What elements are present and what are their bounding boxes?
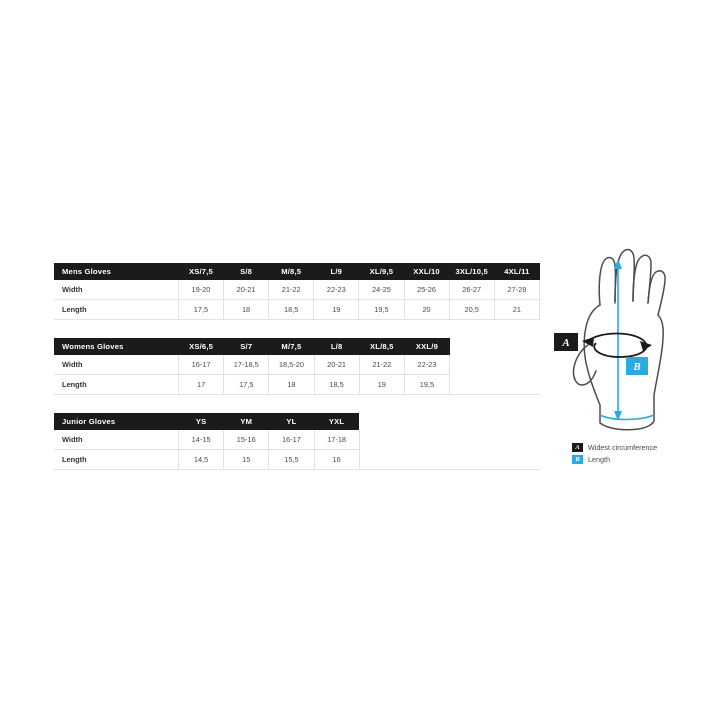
- size-tables: [54, 263, 540, 488]
- table-row: [54, 450, 540, 470]
- row-label: Length: [54, 375, 179, 395]
- table-mens-gloves: [54, 263, 540, 320]
- row-label: Width: [54, 430, 179, 450]
- table-title: Mens Gloves: [54, 263, 178, 280]
- cell: 17,5: [224, 375, 269, 395]
- glove-measurement-diagram: [548, 245, 708, 475]
- column-header: M/7,5: [269, 338, 314, 355]
- cell-spacer: [450, 375, 495, 395]
- cell-spacer: [404, 450, 449, 470]
- header-spacer: [495, 413, 540, 430]
- cell: 20-21: [224, 280, 269, 300]
- cell: 19: [359, 375, 404, 395]
- cell: 19: [314, 300, 359, 320]
- cell-spacer: [450, 450, 495, 470]
- cell-spacer: [359, 450, 404, 470]
- legend-chip-a-icon: A: [572, 443, 583, 452]
- table-title: Junior Gloves: [54, 413, 179, 430]
- cell-spacer: [495, 450, 540, 470]
- column-header: XL/9,5: [359, 263, 404, 280]
- cell: 19,5: [359, 300, 404, 320]
- cell: 15-16: [224, 430, 269, 450]
- cell: 18: [224, 300, 269, 320]
- table-row: [54, 300, 540, 320]
- column-header: YM: [224, 413, 269, 430]
- legend-chip-b-icon: B: [572, 455, 583, 464]
- legend-item-a: [572, 443, 720, 452]
- cell: 20-21: [314, 355, 359, 375]
- marker-a-label: A: [562, 337, 570, 349]
- cell-spacer: [404, 430, 449, 450]
- cell: 17-18: [314, 430, 359, 450]
- marker-b-badge: [626, 357, 648, 375]
- cell: 14-15: [179, 430, 224, 450]
- marker-b-label: B: [633, 361, 641, 373]
- cell: 16-17: [269, 430, 314, 450]
- cell-spacer: [495, 430, 540, 450]
- cuff-line: [600, 415, 654, 420]
- header-spacer: [404, 413, 449, 430]
- cell: 18: [269, 375, 314, 395]
- cell: 19-20: [178, 280, 223, 300]
- cell: 22-23: [314, 280, 359, 300]
- cell: 21-22: [359, 355, 404, 375]
- cell: 24-25: [359, 280, 404, 300]
- cell: 18,5: [269, 300, 314, 320]
- column-header: XS/6,5: [179, 338, 224, 355]
- column-header: XL/8,5: [359, 338, 404, 355]
- cell: 18,5: [314, 375, 359, 395]
- legend-label-a: Widest circumference: [588, 443, 658, 452]
- cell-spacer: [495, 375, 540, 395]
- column-header: XXL/10: [404, 263, 449, 280]
- column-header: YL: [269, 413, 314, 430]
- cell: 14,5: [179, 450, 224, 470]
- table-row: [54, 280, 540, 300]
- table-title: Womens Gloves: [54, 338, 179, 355]
- cell: 21: [494, 300, 539, 320]
- marker-a-badge: [554, 333, 578, 351]
- cell: 15,5: [269, 450, 314, 470]
- cell: 17: [179, 375, 224, 395]
- header-spacer: [359, 413, 404, 430]
- cell: 19,5: [404, 375, 449, 395]
- column-header: 4XL/11: [494, 263, 539, 280]
- column-header: XXL/9: [404, 338, 449, 355]
- table-row: [54, 355, 540, 375]
- glove-illustration-svg: [548, 245, 708, 475]
- row-label: Width: [54, 280, 178, 300]
- cell: 20,5: [449, 300, 494, 320]
- cell-spacer: [450, 355, 495, 375]
- cell: 16: [314, 450, 359, 470]
- column-header: S/8: [224, 263, 269, 280]
- cell: 26-27: [449, 280, 494, 300]
- legend-label-b: Length: [588, 455, 610, 464]
- column-header: L/8: [314, 338, 359, 355]
- table-womens-gloves: [54, 338, 540, 395]
- row-label: Length: [54, 300, 178, 320]
- table-header-row: [54, 413, 540, 430]
- header-spacer: [495, 338, 540, 355]
- cell-spacer: [359, 430, 404, 450]
- column-header: YXL: [314, 413, 359, 430]
- column-header: L/9: [314, 263, 359, 280]
- cell: 15: [224, 450, 269, 470]
- column-header: XS/7,5: [178, 263, 223, 280]
- circumference-arrow: [582, 334, 652, 358]
- table-junior-gloves: [54, 413, 540, 470]
- table-row: [54, 375, 540, 395]
- cell-spacer: [495, 355, 540, 375]
- cell: 25-26: [404, 280, 449, 300]
- cell: 18,5-20: [269, 355, 314, 375]
- column-header: M/8,5: [269, 263, 314, 280]
- header-spacer: [450, 338, 495, 355]
- legend-item-b: [572, 455, 720, 464]
- cell: 21-22: [269, 280, 314, 300]
- header-spacer: [450, 413, 495, 430]
- cell: 27-28: [494, 280, 539, 300]
- cell: 16-17: [179, 355, 224, 375]
- cell: 17-18,5: [224, 355, 269, 375]
- row-label: Width: [54, 355, 179, 375]
- cell: 20: [404, 300, 449, 320]
- column-header: S/7: [224, 338, 269, 355]
- row-label: Length: [54, 450, 179, 470]
- table-header-row: [54, 263, 540, 280]
- cell-spacer: [450, 430, 495, 450]
- diagram-legend: [572, 443, 720, 467]
- cell: 22-23: [404, 355, 449, 375]
- table-row: [54, 430, 540, 450]
- table-header-row: [54, 338, 540, 355]
- column-header: YS: [179, 413, 224, 430]
- cell: 17,5: [178, 300, 223, 320]
- column-header: 3XL/10,5: [449, 263, 494, 280]
